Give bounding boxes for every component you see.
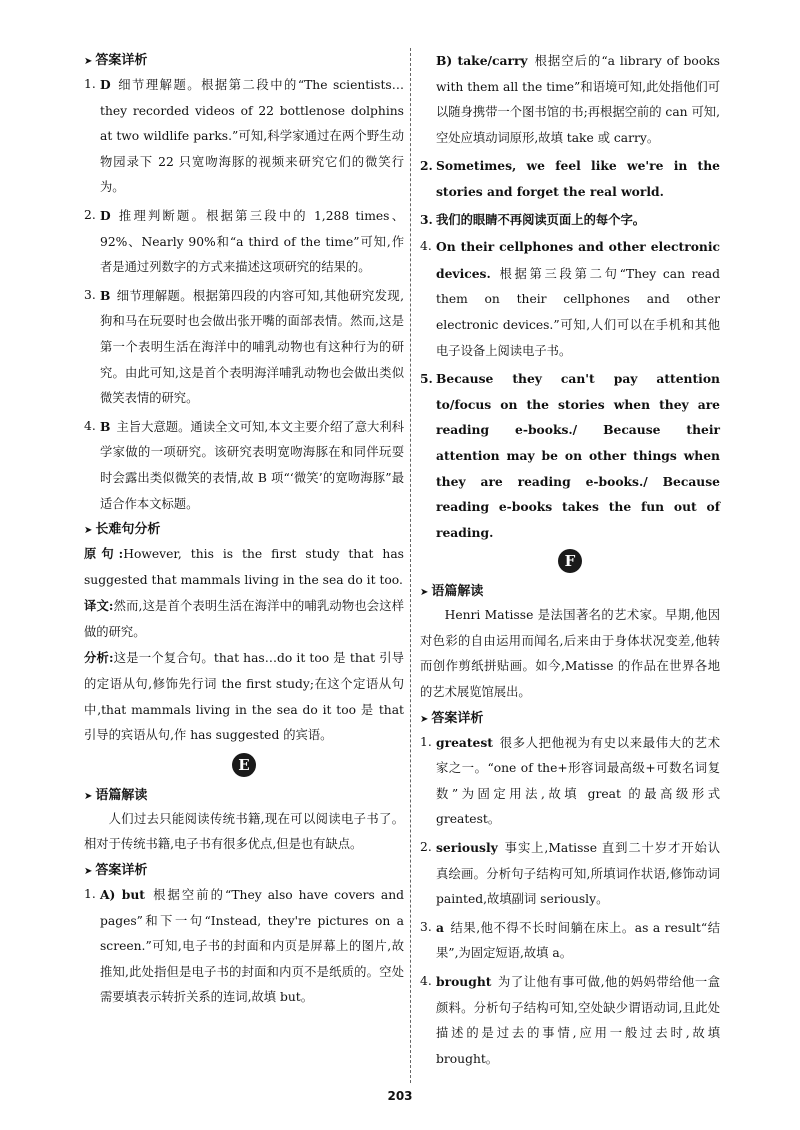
answer-item: 4. B 主旨大意题。通读全文可知,本文主要介绍了意大利科学家做的一项研究。该研究表明宽吻海豚在和同伴玩耍时会露出类似微笑的表情,故 B 项“‘微笑’的宽吻海豚”最适合作本文标题。 bbox=[84, 418, 404, 511]
answer-item: 3. B 细节理解题。根据第四段的内容可知,其他研究发现,狗和马在玩耍时也会做出张开嘴的面部表情。然而,这是第一个表明生活在海洋中的哺乳动物也有这种行为的研究。由此可知,这是首个表明海洋哺乳动物也会做出类似微笑表情的研究。 bbox=[84, 287, 404, 406]
passage-badge-e: E bbox=[232, 753, 256, 777]
answer-item: 1. D 细节理解题。根据第二段中的“The scientists…they recorded videos of 22 bottlenose dolphins at two wildlife parks.”可知,科学家通过在两个野生动物园录下 22 只宽吻海豚的视频来研究它们的微笑行为。 bbox=[84, 77, 404, 195]
answer-key: Sometimes, we feel like we're in the stories and forget the real world. bbox=[436, 158, 720, 199]
answer-item: 2. D 推理判断题。根据第三段中的 1,288 times、92%、Nearly 90%和“a third of the time”可知,作者是通过列数字的方式来描述这项研究的结果的。 bbox=[84, 207, 404, 275]
translation: 译文:然而,这是首个表明生活在海洋中的哺乳动物也会这样做的研究。 bbox=[84, 598, 404, 639]
answer-explanation: 事实上,Matisse 直到二十岁才开始认真绘画。分析句子结构可知,所填词作状语,修饰动词 painted,故填副词 seriously。 bbox=[436, 841, 720, 907]
answer-key: greatest bbox=[436, 734, 493, 750]
section-heading-long-sentence: ➤ 长难句分析 bbox=[84, 522, 161, 538]
answer-explanation: 主旨大意题。通读全文可知,本文主要介绍了意大利科学家做的一项研究。该研究表明宽吻海豚在和同伴玩耍时会露出类似微笑的表情,故 B 项“‘微笑’的宽吻海豚”最适合作本文标题。 bbox=[100, 419, 404, 511]
answer-explanation: 结果,他不得不长时间躺在床上。as a result“结果”,为固定短语,故填 a。 bbox=[436, 920, 720, 961]
reading-summary: Henri Matisse 是法国著名的艺术家。早期,他因对色彩的自由运用而闻名,后来由于身体状况变差,他转而创作剪纸拼贴画。如今,Matisse 的作品在世界各地的艺术展览馆展出。 bbox=[420, 608, 720, 700]
answer-explanation: 细节理解题。根据第四段的内容可知,其他研究发现,狗和马在玩耍时也会做出张开嘴的面部表情。然而,这是第一个表明生活在海洋中的哺乳动物也有这种行为的研究。由此可知,这是首个表明海洋哺乳动物也会做出类似微笑表情的研究。 bbox=[100, 288, 404, 406]
answer-key: 我们的眼睛不再阅读页面上的每个字。 bbox=[436, 211, 646, 227]
page-number: 203 bbox=[387, 1089, 413, 1103]
answer-item: 1. greatest 很多人把他视为有史以来最伟大的艺术家之一。“one of the+形容词最高级+可数名词复数”为固定用法,故填 great 的最高级形式 greatest。 bbox=[420, 734, 720, 827]
answer-key: D bbox=[100, 207, 111, 223]
right-column bbox=[420, 48, 720, 1074]
answer-item: 2. Sometimes, we feel like we're in the stories and forget the real world. bbox=[420, 158, 720, 199]
answer-key: B bbox=[100, 287, 111, 303]
answer-key: Because they can't pay attention to/focus on the stories when they are reading e-books./ Because their attention may be on other things when they are reading e-books./ Because reading e-books takes the fun out of reading. bbox=[436, 371, 720, 540]
answer-key: seriously bbox=[436, 840, 498, 856]
answer-key: B bbox=[100, 418, 111, 434]
section-heading-answers: ➤ 答案详析 bbox=[84, 863, 148, 879]
answer-item: 3. 我们的眼睛不再阅读页面上的每个字。 bbox=[420, 211, 646, 227]
answer-item: 3. a 结果,他不得不长时间躺在床上。as a result“结果”,为固定短语,故填 a。 bbox=[420, 919, 720, 961]
answer-item: 2. seriously 事实上,Matisse 直到二十岁才开始认真绘画。分析句子结构可知,所填词作状语,修饰动词 painted,故填副词 seriously。 bbox=[420, 840, 720, 907]
analysis: 分析:这是一个复合句。that has…do it too 是 that 引导的定语从句,修饰先行词 the first study;在这个定语从句中,that mammals living in the sea do it too 是 that 引导的宾语从句,作 has suggested 的宾语。 bbox=[84, 650, 404, 743]
arrow-icon: ➤ bbox=[84, 866, 93, 878]
section-heading-answers: ➤ 答案详析 bbox=[420, 710, 484, 726]
answer-explanation: 推理判断题。根据第三段中的 1,288 times、92%、Nearly 90%和“a third of the time”可知,作者是通过列数字的方式来描述这项研究的结果的。 bbox=[100, 208, 404, 275]
answer-key: A) but bbox=[100, 887, 145, 903]
answer-item bbox=[420, 48, 720, 151]
section-heading-reading: ➤ 语篇解读 bbox=[84, 787, 148, 803]
arrow-icon: ➤ bbox=[84, 525, 93, 537]
left-column bbox=[84, 48, 404, 1013]
section-heading-answers: ➤ 答案详析 bbox=[84, 53, 148, 68]
answer-key: brought bbox=[436, 974, 492, 989]
column-divider bbox=[410, 48, 411, 1083]
answer-explanation: 根据空后的“a library of books with them all the time”和语境可知,此处指他们可以随身携带一个图书馆的书;再根据空前的 can 可知,空处应填动词原形,故填 take 或 carry。 bbox=[436, 54, 720, 145]
section-heading-reading: ➤ 语篇解读 bbox=[420, 584, 484, 600]
arrow-icon: ➤ bbox=[84, 56, 93, 67]
answer-key: D bbox=[100, 77, 111, 92]
answer-key: B) take/carry bbox=[436, 53, 528, 68]
answer-key: a bbox=[436, 919, 444, 935]
answer-explanation: 根据第三段第二句“They can read them on their cellphones and other electronic devices.”可知,人们可以在手机和其他电子设备上阅读电子书。 bbox=[436, 266, 720, 358]
answer-explanation: 很多人把他视为有史以来最伟大的艺术家之一。“one of the+形容词最高级+可数名词复数”为固定用法,故填 great 的最高级形式 greatest。 bbox=[436, 735, 720, 827]
arrow-icon: ➤ bbox=[84, 790, 93, 802]
answer-key: On their cellphones and other electronic devices. bbox=[436, 239, 720, 281]
passage-badge-f: F bbox=[558, 549, 582, 573]
answer-item: 5. Because they can't pay attention to/focus on the stories when they are reading e-books./ Because their attention may be on other things when they are reading e-books./ Because reading e-books takes the fun out of reading. bbox=[420, 371, 720, 540]
original-sentence: 原句:However, this is the first study that has suggested that mammals living in the sea do it too. bbox=[84, 546, 404, 587]
answer-explanation: 为了让他有事可做,他的妈妈带给他一盒颜料。分析句子结构可知,空处缺少谓语动词,且此处描述的是过去的事情,应用一般过去时,故填 brought。 bbox=[436, 975, 720, 1066]
answer-item: 1. A) but 根据空前的“They also have covers and pages”和下一句“Instead, they're pictures on a screen.”可知,电子书的封面和内页是屏幕上的图片,故推知,此处指但是电子书的封面和内页不是纸质的。空处需要填表示转折关系的连词,故填 but。 bbox=[84, 887, 404, 1005]
answer-item: 4. On their cellphones and other electronic devices. 根据第三段第二句“They can read them on their cellphones and other electronic devices.”可知,人们可以在手机和其他电子设备上阅读电子书。 bbox=[420, 239, 720, 358]
answer-item: 4. brought 为了让他有事可做,他的妈妈带给他一盒颜料。分析句子结构可知,空处缺少谓语动词,且此处描述的是过去的事情,应用一般过去时,故填 brought。 bbox=[420, 974, 720, 1066]
arrow-icon: ➤ bbox=[420, 713, 429, 725]
arrow-icon: ➤ bbox=[420, 587, 429, 599]
reading-summary: 人们过去只能阅读传统书籍,现在可以阅读电子书了。相对于传统书籍,电子书有很多优点,但是也有缺点。 bbox=[84, 811, 404, 852]
answer-explanation: 根据空前的“They also have covers and pages”和下一句“Instead, they're pictures on a screen.”可知,电子书的封面和内页是屏幕上的图片,故推知,此处指但是电子书的封面和内页不是纸质的。空处需要填表示转折关系的连词,故填 but。 bbox=[100, 888, 404, 1005]
answer-explanation: 细节理解题。根据第二段中的“The scientists…they recorded videos of 22 bottlenose dolphins at two wildlife parks.”可知,科学家通过在两个野生动物园录下 22 只宽吻海豚的视频来研究它们的微笑行为。 bbox=[100, 78, 404, 195]
